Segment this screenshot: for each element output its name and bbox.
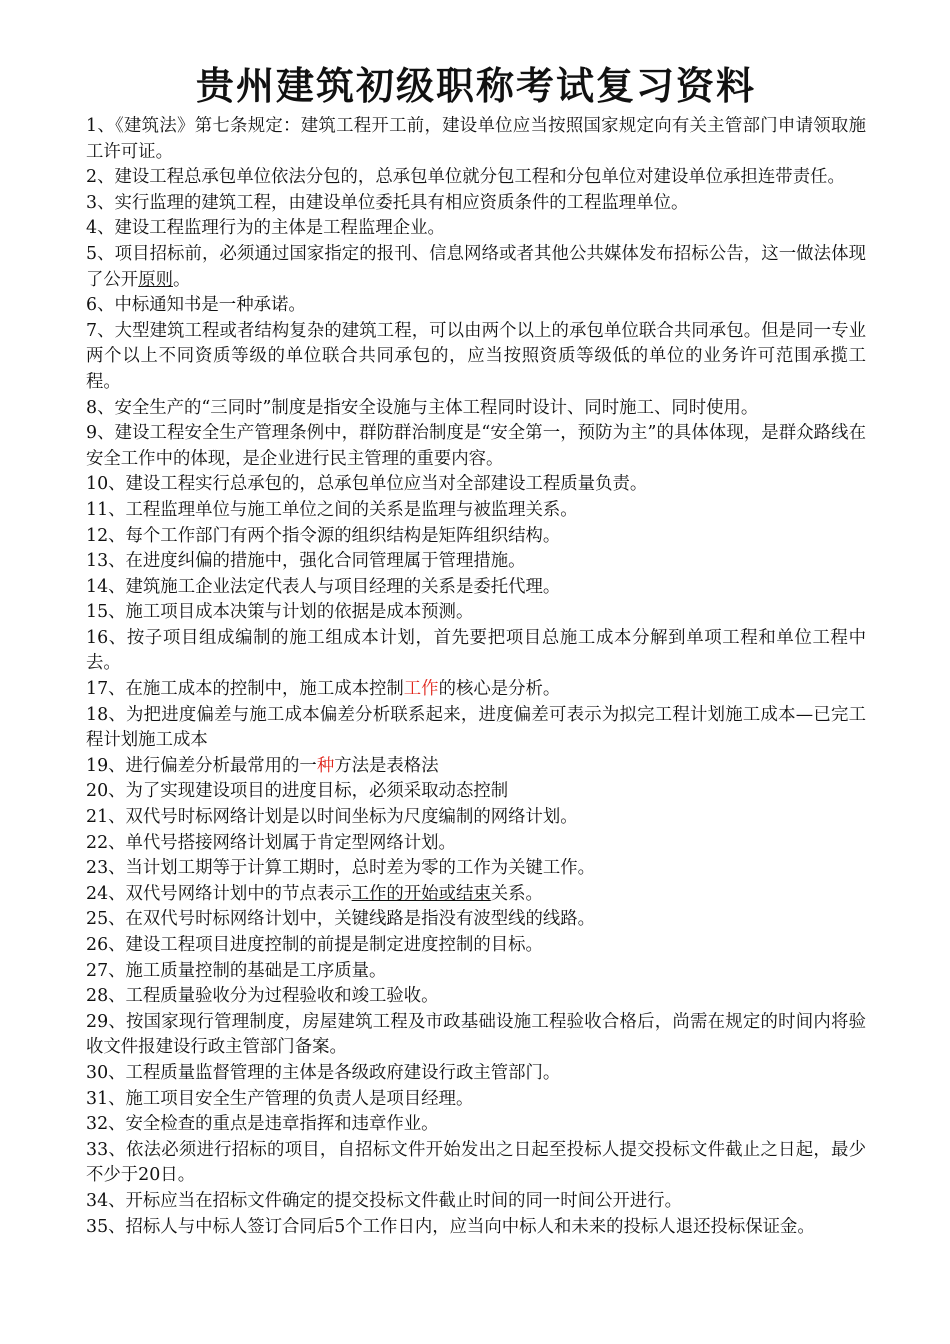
highlighted-text: 工作 <box>403 679 439 700</box>
list-item: 2、建设工程总承包单位依法分包的，总承包单位就分包工程和分包单位对建设单位承担连带责任。 <box>86 167 845 188</box>
list-item: 21、双代号时标网络计划是以时间坐标为尺度编制的网络计划。 <box>86 807 578 828</box>
list-item: 16、按子项目组成编制的施工组成本计划，首先要把项目总施工成本分解到单项工程和单位工程中去。 <box>86 627 866 674</box>
underlined-text: 工作的开始或结束 <box>351 883 491 904</box>
list-item: 18、为把进度偏差与施工成本偏差分析联系起来，进度偏差可表示为拟完工程计划施工成本—已完工程计划施工成本 <box>86 704 866 751</box>
list-item: 13、在进度纠偏的措施中，强化合同管理属于管理措施。 <box>86 551 526 572</box>
list-item <box>86 754 866 780</box>
document-title: 贵州建筑初级职称考试复习资料 <box>195 64 756 108</box>
list-item: 10、建设工程实行总承包的，总承包单位应当对全部建设工程质量负责。 <box>86 474 648 495</box>
list-item: 30、工程质量监督管理的主体是各级政府建设行政主管部门。 <box>86 1062 561 1083</box>
list-item: 11、工程监理单位与施工单位之间的关系是监理与被监理关系。 <box>86 499 578 520</box>
list-item: 34、开标应当在招标文件确定的提交投标文件截止时间的同一时间公开进行。 <box>86 1190 683 1211</box>
item-text: 19、进行偏差分析最常用的一 <box>86 755 317 776</box>
list-item: 31、施工项目安全生产管理的负责人是项目经理。 <box>86 1088 474 1109</box>
list-item: 29、按国家现行管理制度，房屋建筑工程及市政基础设施工程验收合格后，尚需在规定的时间内将验收文件报建设行政主管部门备案。 <box>86 1011 866 1058</box>
item-text: 。 <box>172 269 191 290</box>
list-item: 7、大型建筑工程或者结构复杂的建筑工程，可以由两个以上的承包单位联合共同承包。但是同一专业两个以上不同资质等级的单位联合共同承包的，应当按照资质等级低的单位的业务许可范围承揽工程。 <box>86 320 866 392</box>
list-item: 26、建设工程项目进度控制的前提是制定进度控制的目标。 <box>86 935 543 955</box>
list-item <box>86 677 866 703</box>
list-item: 25、在双代号时标网络计划中，关键线路是指没有波型线的线路。 <box>86 909 596 930</box>
list-item: 33、依法必须进行招标的项目，自招标文件开始发出之日起至投标人提交投标文件截止之日起，最少不少于20日。 <box>86 1139 866 1186</box>
list-item <box>86 882 866 908</box>
list-item: 4、建设工程监理行为的主体是工程监理企业。 <box>86 218 445 239</box>
list-item: 32、安全检查的重点是违章指挥和违章作业。 <box>86 1114 439 1135</box>
highlighted-text: 种 <box>316 755 335 776</box>
list-item: 1、《建筑法》第七条规定：建筑工程开工前，建设单位应当按照国家规定向有关主管部门申请领取施工许可证。 <box>86 116 866 162</box>
item-text: 关系。 <box>490 883 543 904</box>
list-item: 6、中标通知书是一种承诺。 <box>86 295 306 316</box>
list-item: 8、安全生产的“三同时”制度是指安全设施与主体工程同时设计、同时施工、同时使用。 <box>86 397 759 418</box>
list-item <box>86 242 866 293</box>
underlined-text: 原则 <box>138 269 173 290</box>
list-item: 3、实行监理的建筑工程，由建设单位委托具有相应资质条件的工程监理单位。 <box>86 192 689 213</box>
item-text: 5、项目招标前，必须通过国家指定的报刊、信息网络或者其他公共媒体发布招标公告，这一做法体现了公开 <box>86 243 866 290</box>
list-item: 14、建筑施工企业法定代表人与项目经理的关系是委托代理。 <box>86 576 561 597</box>
list-item: 28、工程质量验收分为过程验收和竣工验收。 <box>86 986 439 1007</box>
item-text: 方法是表格法 <box>334 755 439 776</box>
list-item: 22、单代号搭接网络计划属于肯定型网络计划。 <box>86 832 456 853</box>
list-item: 15、施工项目成本决策与计划的依据是成本预测。 <box>86 602 474 623</box>
item-text: 17、在施工成本的控制中，施工成本控制 <box>86 679 404 700</box>
list-item: 20、为了实现建设项目的进度目标，必须采取动态控制 <box>86 781 509 802</box>
list-item: 9、建设工程安全生产管理条例中，群防群治制度是“安全第一，预防为主”的具体体现，是群众路线在安全工作中的体现，是企业进行民主管理的重要内容。 <box>86 423 866 469</box>
list-item: 35、招标人与中标人签订合同后5个工作日内，应当向中标人和未来的投标人退还投标保证金。 <box>86 1216 815 1237</box>
item-text: 24、双代号网络计划中的节点表示 <box>86 883 352 904</box>
document-page <box>86 58 866 1240</box>
item-list <box>86 114 866 1240</box>
list-item: 23、当计划工期等于计算工期时，总时差为零的工作为关键工作。 <box>86 858 596 879</box>
list-item: 12、每个工作部门有两个指令源的组织结构是矩阵组织结构。 <box>86 525 561 546</box>
item-text: 的核心是分析。 <box>438 679 561 700</box>
list-item: 27、施工质量控制的基础是工序质量。 <box>86 960 387 981</box>
